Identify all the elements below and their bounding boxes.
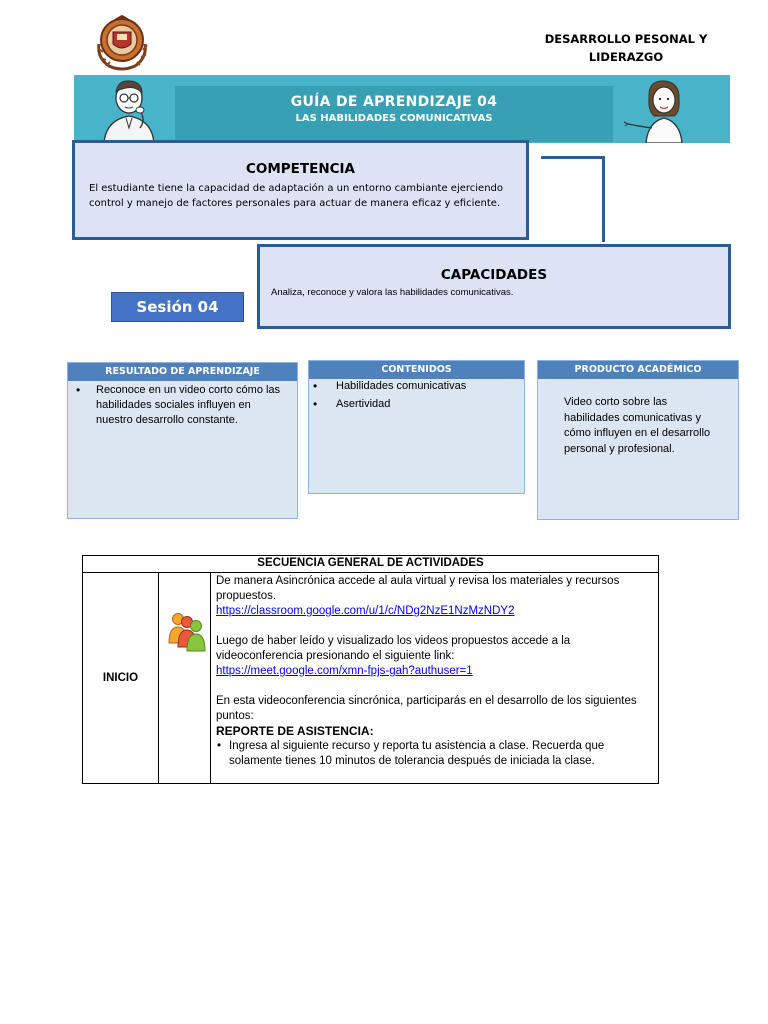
- producto-academico-text: Video corto sobre las habilidades comunicativas y cómo influyen en el desarrollo personal y profesional.: [564, 396, 711, 455]
- university-seal-logo: [95, 14, 149, 72]
- resultado-list: [72, 383, 287, 428]
- contenidos-box: [308, 360, 525, 494]
- attendance-item: • Ingresa al siguiente recurso y reporta tu asistencia a clase. Recuerda que solamente tienes 10 minutos de tolerancia después de iniciada la clase.: [216, 739, 654, 769]
- contenidos-list: [309, 379, 518, 415]
- phase-label: INICIO: [83, 573, 159, 784]
- capacidades-box: [257, 244, 731, 329]
- pointing-woman-illustration: [622, 78, 692, 143]
- asynchronous-instructions: De manera Asincrónica accede al aula virtual y revisa los materiales y recursos propuestos.: [216, 575, 620, 602]
- secuencia-header: SECUENCIA GENERAL DE ACTIVIDADES: [83, 556, 659, 573]
- producto-academico-box: [537, 360, 739, 520]
- meet-link[interactable]: https://meet.google.com/xmn-fpjs-gah?authuser=1: [216, 665, 473, 677]
- synchronous-instructions: En esta videoconferencia sincrónica, participarás en el desarrollo de los siguientes puntos:: [216, 695, 637, 722]
- list-item: • Habilidades comunicativas: [309, 379, 518, 394]
- table-row: [83, 573, 659, 784]
- secuencia-actividades-table: [82, 555, 659, 784]
- list-item: • Reconoce en un video corto cómo las habilidades sociales influyen en nuestro desarrollo constante.: [72, 383, 287, 428]
- list-item: • Asertividad: [309, 397, 518, 412]
- guide-banner-title-panel: [175, 86, 613, 142]
- contenidos-header: CONTENIDOS: [309, 361, 524, 379]
- session-badge: Sesión 04: [111, 292, 244, 322]
- competencia-box: [72, 140, 529, 240]
- activity-description: [211, 573, 659, 784]
- resultado-aprendizaje-header: RESULTADO DE APRENDIZAJE: [68, 363, 297, 381]
- producto-academico-header: PRODUCTO ACADÉMICO: [538, 361, 738, 379]
- videoconference-instructions: Luego de haber leído y visualizado los videos propuestos accede a la videoconferencia presionando el siguiente link:: [216, 635, 571, 662]
- guide-title: GUÍA DE APRENDIZAJE 04: [290, 94, 498, 110]
- group-users-icon: [165, 611, 209, 653]
- guide-subtitle: LAS HABILIDADES COMUNICATIVAS: [295, 113, 493, 124]
- competencia-title: COMPETENCIA: [245, 161, 356, 177]
- resultado-aprendizaje-box: [67, 362, 298, 519]
- phase-icon-cell: [159, 573, 211, 784]
- connector-line: [541, 156, 605, 159]
- classroom-link[interactable]: https://classroom.google.com/u/1/c/NDg2NzE1NzMzNDY2: [216, 605, 515, 617]
- thinking-man-illustration: [96, 76, 162, 143]
- capacidades-title: CAPACIDADES: [440, 267, 548, 283]
- attendance-title: REPORTE DE ASISTENCIA:: [216, 724, 374, 738]
- connector-line-vertical: [602, 156, 605, 242]
- capacidades-text: Analiza, reconoce y valora las habilidades comunicativas.: [271, 287, 514, 298]
- course-title: DESARROLLO PESONAL Y LIDERAZGO: [544, 32, 708, 64]
- competencia-text: El estudiante tiene la capacidad de adaptación a un entorno cambiante ejerciendo control y manejo de factores personales para actuar de manera eficaz y eficiente.: [89, 183, 503, 209]
